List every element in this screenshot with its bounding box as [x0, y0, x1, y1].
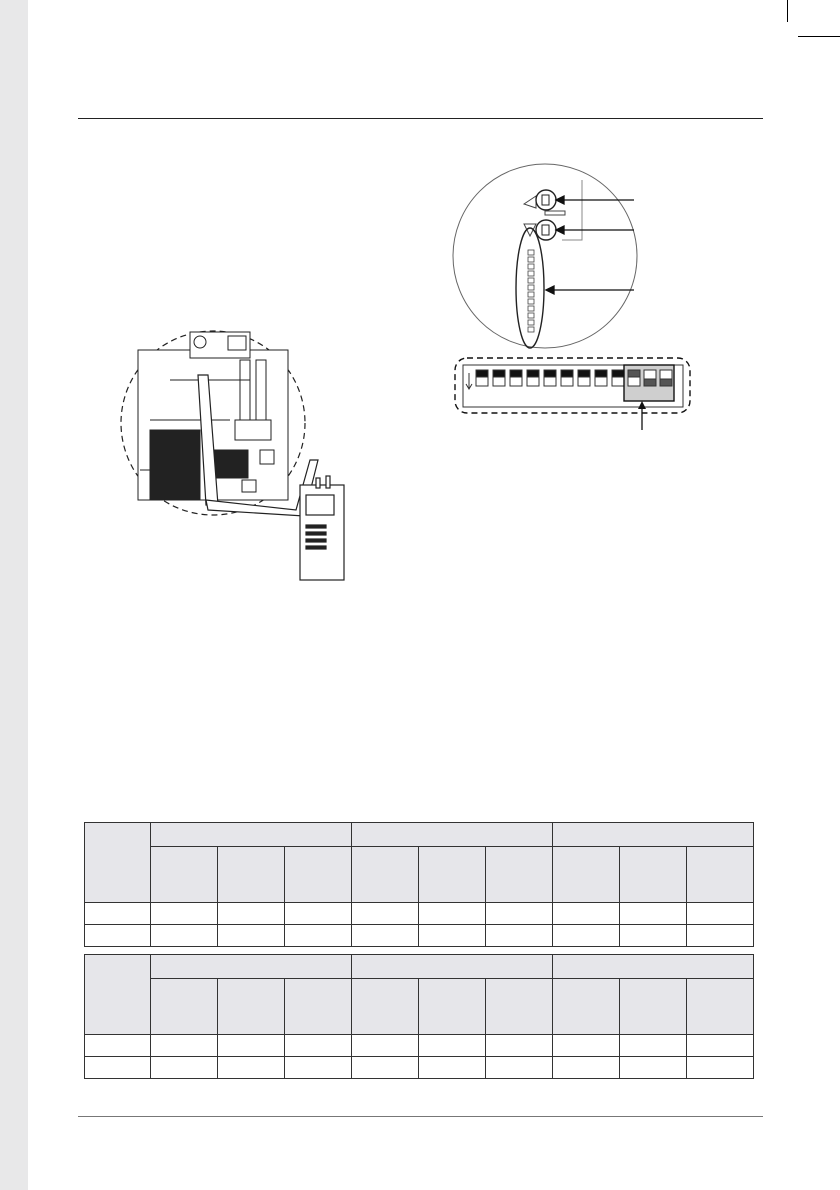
sub-header-cell	[687, 979, 754, 1035]
table-cell	[486, 1035, 553, 1057]
table-cell	[553, 925, 620, 947]
table-cell	[553, 1035, 620, 1057]
left-margin-strip	[0, 0, 28, 1190]
table-cell	[218, 925, 285, 947]
group-header-cell	[151, 823, 352, 847]
table-cell	[687, 1057, 754, 1079]
sub-header-cell	[218, 979, 285, 1035]
table-cell	[352, 1057, 419, 1079]
crop-mark-horizontal	[798, 36, 840, 37]
sub-header-cell	[352, 847, 419, 903]
table-cell	[218, 1057, 285, 1079]
table-row	[85, 903, 754, 925]
table-cell	[85, 903, 151, 925]
sub-header-cell	[151, 979, 218, 1035]
table-cell	[151, 903, 218, 925]
pcb-buttons-dip-switch-illustration	[450, 160, 700, 430]
multimeter-probe-illustration	[110, 320, 360, 590]
table-cell	[151, 1057, 218, 1079]
sub-header-cell	[419, 979, 486, 1035]
sub-header-cell	[151, 847, 218, 903]
row-header-cell	[85, 823, 151, 903]
table-cell	[352, 1035, 419, 1057]
table-cell	[620, 1057, 687, 1079]
table-cell	[620, 925, 687, 947]
table-cell	[620, 1035, 687, 1057]
row-header-cell	[85, 955, 151, 1035]
footer-rule	[78, 1116, 763, 1117]
table-cell	[151, 925, 218, 947]
group-header-cell	[151, 955, 352, 979]
table-cell	[486, 903, 553, 925]
table-cell	[285, 1057, 352, 1079]
table-cell	[285, 1035, 352, 1057]
up-button	[536, 190, 556, 210]
sub-header-cell	[553, 847, 620, 903]
table-row	[85, 1057, 754, 1079]
table-row	[85, 1035, 754, 1057]
table-cell	[553, 1057, 620, 1079]
sub-header-cell	[285, 979, 352, 1035]
sub-header-cell	[620, 979, 687, 1035]
settings-table-2	[84, 954, 754, 1079]
sub-header-cell	[352, 979, 419, 1035]
group-header-cell	[352, 955, 553, 979]
table-cell	[85, 1057, 151, 1079]
down-button	[536, 220, 556, 240]
table-cell	[218, 1035, 285, 1057]
sub-header-cell	[419, 847, 486, 903]
header-rule	[78, 118, 763, 119]
table-cell	[687, 1035, 754, 1057]
table-cell	[85, 925, 151, 947]
table-cell	[687, 925, 754, 947]
table-cell	[218, 903, 285, 925]
table-cell	[553, 903, 620, 925]
group-header-cell	[553, 955, 754, 979]
crop-mark-vertical	[787, 0, 788, 22]
table-cell	[151, 1035, 218, 1057]
table-cell	[285, 903, 352, 925]
table-cell	[687, 903, 754, 925]
sub-header-cell	[553, 979, 620, 1035]
group-header-cell	[352, 823, 553, 847]
table-cell	[486, 925, 553, 947]
table-cell	[419, 903, 486, 925]
table-cell	[419, 1057, 486, 1079]
settings-table-1	[84, 822, 754, 947]
group-header-cell	[553, 823, 754, 847]
table-cell	[419, 1035, 486, 1057]
sub-header-cell	[486, 979, 553, 1035]
sub-header-cell	[218, 847, 285, 903]
table-cell	[486, 1057, 553, 1079]
table-cell	[285, 925, 352, 947]
table-cell	[85, 1035, 151, 1057]
table-cell	[620, 903, 687, 925]
sub-header-cell	[486, 847, 553, 903]
table-cell	[352, 925, 419, 947]
sub-header-cell	[285, 847, 352, 903]
sub-header-cell	[620, 847, 687, 903]
table-row	[85, 925, 754, 947]
table-cell	[352, 903, 419, 925]
sub-header-cell	[687, 847, 754, 903]
table-cell	[419, 925, 486, 947]
